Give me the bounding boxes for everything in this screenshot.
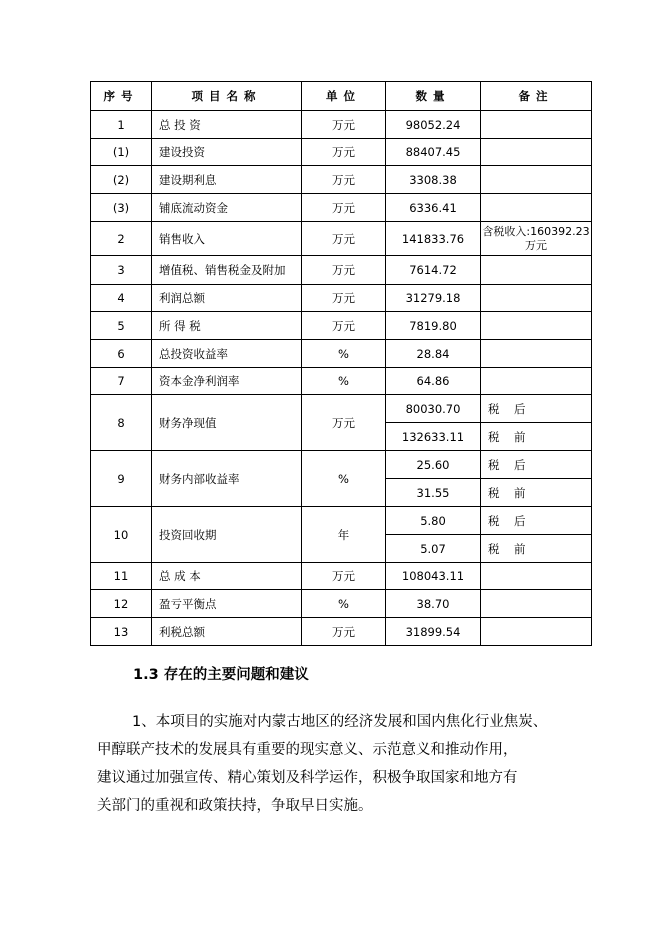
row-name: 投资回收期 <box>152 507 302 563</box>
row-unit: 万元 <box>302 618 386 646</box>
row-note <box>481 285 592 312</box>
row-qty: 80030.70 <box>386 395 481 423</box>
row-no: 3 <box>91 256 152 285</box>
table-row <box>91 312 592 340</box>
row-unit: 万元 <box>302 312 386 340</box>
row-qty: 5.80 <box>386 507 481 535</box>
row-note <box>481 535 592 563</box>
row-qty: 108043.11 <box>386 563 481 590</box>
row-name: 利税总额 <box>152 618 302 646</box>
row-unit: 万元 <box>302 285 386 312</box>
row-qty: 31279.18 <box>386 285 481 312</box>
section-paragraph <box>97 708 577 820</box>
row-unit: 万元 <box>302 222 386 256</box>
row-unit: 万元 <box>302 194 386 222</box>
note-tax-label: 税 <box>488 429 500 444</box>
header-unit: 单位 <box>302 82 386 111</box>
row-note <box>481 563 592 590</box>
note-tax-label: 税 <box>488 485 500 500</box>
table-row <box>91 368 592 395</box>
header-note: 备注 <box>481 82 592 111</box>
header-no: 序号 <box>91 82 152 111</box>
row-qty: 31899.54 <box>386 618 481 646</box>
indicator-table <box>90 81 592 646</box>
row-no: 12 <box>91 590 152 618</box>
row-unit: % <box>302 368 386 395</box>
table-row <box>91 451 592 479</box>
row-qty: 25.60 <box>386 451 481 479</box>
row-note <box>481 256 592 285</box>
note-tax-label: 税 <box>488 541 500 556</box>
table-row <box>91 194 592 222</box>
paragraph-line: 关部门的重视和政策扶持，争取早日实施。 <box>97 798 373 814</box>
header-name: 项目名称 <box>152 82 302 111</box>
row-no: 5 <box>91 312 152 340</box>
row-note <box>481 590 592 618</box>
row-note <box>481 368 592 395</box>
row-qty: 132633.11 <box>386 423 481 451</box>
row-qty: 64.86 <box>386 368 481 395</box>
row-name: 总 投 资 <box>152 111 302 139</box>
row-note <box>481 395 592 423</box>
table-row <box>91 166 592 194</box>
row-unit: 万元 <box>302 139 386 166</box>
row-note <box>481 340 592 368</box>
row-note <box>481 194 592 222</box>
row-name: 总 成 本 <box>152 563 302 590</box>
row-name: 盈亏平衡点 <box>152 590 302 618</box>
row-no: 4 <box>91 285 152 312</box>
row-unit: % <box>302 451 386 507</box>
table-row <box>91 285 592 312</box>
row-unit: 万元 <box>302 111 386 139</box>
table-row <box>91 222 592 256</box>
note-when-label: 前 <box>514 429 526 444</box>
row-qty: 88407.45 <box>386 139 481 166</box>
row-qty: 28.84 <box>386 340 481 368</box>
row-name: 建设投资 <box>152 139 302 166</box>
row-unit: % <box>302 590 386 618</box>
table-header-row <box>91 82 592 111</box>
row-name: 销售收入 <box>152 222 302 256</box>
row-note <box>481 312 592 340</box>
note-tax-label: 税 <box>488 513 500 528</box>
paragraph-line: 1、本项目的实施对内蒙古地区的经济发展和国内焦化行业焦炭、 <box>132 714 548 730</box>
row-note: 含税收入:160392.23万元 <box>481 222 592 256</box>
note-when-label: 后 <box>514 513 526 528</box>
paragraph-line: 建议通过加强宣传、精心策划及科学运作，积极争取国家和地方有 <box>97 770 518 786</box>
row-qty: 3308.38 <box>386 166 481 194</box>
table-row <box>91 111 592 139</box>
row-no: 6 <box>91 340 152 368</box>
table-row <box>91 395 592 423</box>
row-qty: 98052.24 <box>386 111 481 139</box>
row-qty: 6336.41 <box>386 194 481 222</box>
row-name: 建设期利息 <box>152 166 302 194</box>
row-note <box>481 166 592 194</box>
table-row <box>91 590 592 618</box>
row-no: 10 <box>91 507 152 563</box>
row-note <box>481 451 592 479</box>
row-name: 铺底流动资金 <box>152 194 302 222</box>
row-unit: 万元 <box>302 256 386 285</box>
row-no: 2 <box>91 222 152 256</box>
row-no: 9 <box>91 451 152 507</box>
paragraph-line: 甲醇联产技术的发展具有重要的现实意义、示范意义和推动作用， <box>97 742 518 758</box>
row-name: 财务净现值 <box>152 395 302 451</box>
table-row <box>91 139 592 166</box>
row-unit: 年 <box>302 507 386 563</box>
note-when-label: 前 <box>514 541 526 556</box>
row-qty: 141833.76 <box>386 222 481 256</box>
note-tax-label: 税 <box>488 457 500 472</box>
row-qty: 5.07 <box>386 535 481 563</box>
table-row <box>91 618 592 646</box>
row-note <box>481 479 592 507</box>
note-tax-label: 税 <box>488 401 500 416</box>
row-name: 增值税、销售税金及附加 <box>152 256 302 285</box>
section-title: 1.3 存在的主要问题和建议 <box>133 667 309 683</box>
row-name: 财务内部收益率 <box>152 451 302 507</box>
row-name: 利润总额 <box>152 285 302 312</box>
row-name: 资本金净利润率 <box>152 368 302 395</box>
row-note <box>481 111 592 139</box>
row-qty: 38.70 <box>386 590 481 618</box>
note-when-label: 前 <box>514 485 526 500</box>
table-row <box>91 507 592 535</box>
row-no: 13 <box>91 618 152 646</box>
row-name: 总投资收益率 <box>152 340 302 368</box>
row-no: (1) <box>91 139 152 166</box>
row-name: 所 得 税 <box>152 312 302 340</box>
row-no: 1 <box>91 111 152 139</box>
row-qty: 31.55 <box>386 479 481 507</box>
row-no: 7 <box>91 368 152 395</box>
note-when-label: 后 <box>514 457 526 472</box>
row-note <box>481 618 592 646</box>
row-unit: 万元 <box>302 563 386 590</box>
row-no: 11 <box>91 563 152 590</box>
table-row <box>91 340 592 368</box>
table-row <box>91 256 592 285</box>
row-qty: 7819.80 <box>386 312 481 340</box>
row-qty: 7614.72 <box>386 256 481 285</box>
header-qty: 数量 <box>386 82 481 111</box>
row-note <box>481 507 592 535</box>
row-unit: 万元 <box>302 166 386 194</box>
note-when-label: 后 <box>514 401 526 416</box>
row-unit: 万元 <box>302 395 386 451</box>
table-row <box>91 563 592 590</box>
row-unit: % <box>302 340 386 368</box>
row-no: (3) <box>91 194 152 222</box>
row-note <box>481 423 592 451</box>
row-no: 8 <box>91 395 152 451</box>
row-no: (2) <box>91 166 152 194</box>
row-note <box>481 139 592 166</box>
